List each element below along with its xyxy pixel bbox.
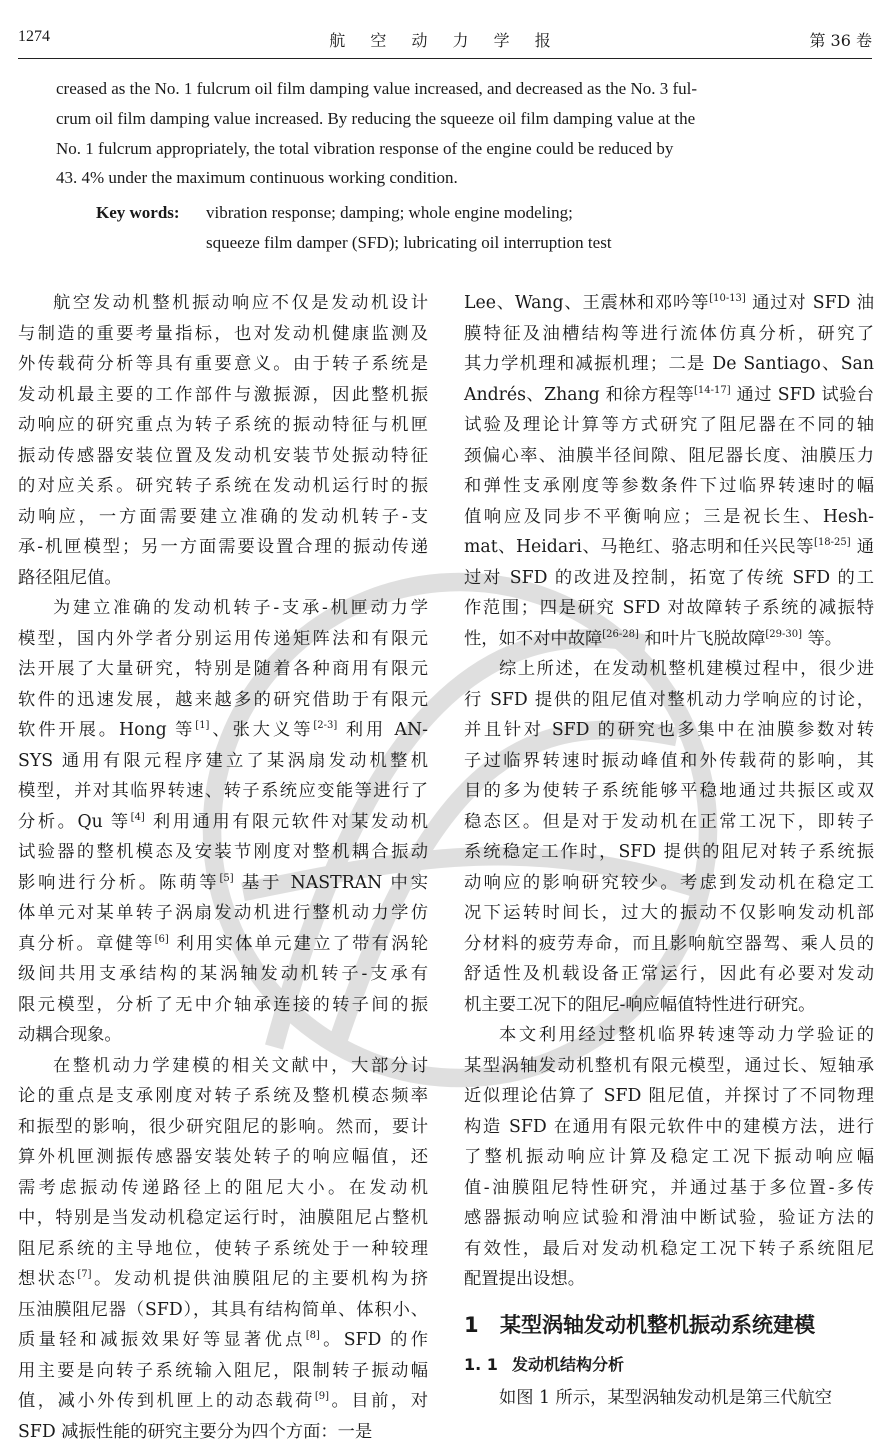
body-line: 作范围；四是研究 SFD 对故障转子系统的减振特 — [464, 593, 874, 624]
body-line: Andrés、Zhang 和徐方程等[14-17] 通过 SFD 试验台 — [464, 380, 874, 411]
body-line: 综上所述，在发动机整机建模过程中，很少进 — [464, 654, 874, 685]
body-line: 动响应的影响研究较少。考虑到发动机在稳定工 — [464, 868, 874, 899]
body-line: SFD 减振性能的研究主要分为四个方面：一是 — [18, 1417, 428, 1447]
subsection-number: 1. 1 — [464, 1347, 512, 1383]
page-number: 1274 — [18, 28, 50, 46]
body-line: 真分析。章健等[6] 利用实体单元建立了带有涡轮 — [18, 929, 428, 960]
body-line: 路径阻尼值。 — [18, 563, 428, 594]
body-line: 发动机最主要的工作部件与激振源，因此整机振 — [18, 380, 428, 411]
subsection-title: 发动机结构分析 — [512, 1355, 624, 1374]
body-line: 的对应关系。研究转子系统在发动机运行时的振 — [18, 471, 428, 502]
header-rule — [18, 58, 872, 59]
body-line: 需考虑振动传递路径上的阻尼大小。在发动机 — [18, 1173, 428, 1204]
keywords-line: vibration response; damping; whole engine modeling; — [206, 203, 573, 223]
body-line: 行 SFD 提供的阻尼值对整机动力学响应的讨论， — [464, 685, 874, 716]
section-title: 某型涡轴发动机整机振动系统建模 — [500, 1313, 815, 1337]
body-line: 并且针对 SFD 的研究也多集中在油膜参数对转 — [464, 715, 874, 746]
body-line: Lee、Wang、王震林和邓吟等[10-13] 通过对 SFD 油 — [464, 288, 874, 319]
body-line: 法开展了大量研究，特别是随着各种商用有限元 — [18, 654, 428, 685]
body-line: 动响应的研究重点为转子系统的振动特征与机匣 — [18, 410, 428, 441]
body-line: 子过临界转速时振动峰值和外传载荷的影响，其 — [464, 746, 874, 777]
body-line: 机主要工况下的阻尼-响应幅值特性进行研究。 — [464, 990, 874, 1021]
left-column — [18, 288, 428, 1447]
body-line: 为建立准确的发动机转子-支承-机匣动力学 — [18, 593, 428, 624]
body-line: 况下运转时间长，过大的振动不仅影响发动机部 — [464, 898, 874, 929]
body-line: 颈偏心率、油膜半径间隙、阻尼器长度、油膜压力 — [464, 441, 874, 472]
subsection-heading — [464, 1347, 874, 1383]
body-line: 有效性，最后对发动机稳定工况下转子系统阻尼 — [464, 1234, 874, 1265]
body-line: 感器振动响应试验和滑油中断试验，验证方法的 — [464, 1203, 874, 1234]
body-line: 值响应及同步不平衡响应；三是祝长生、Hesh- — [464, 502, 874, 533]
body-line: 模型，并对其临界转速、转子系统应变能等进行了 — [18, 776, 428, 807]
body-line: 用主要是向转子系统输入阻尼，限制转子振动幅 — [18, 1356, 428, 1387]
body-line: mat、Heidari、马艳红、骆志明和任兴民等[18-25] 通 — [464, 532, 874, 563]
body-line: 算外机匣测振传感器安装处转子的响应幅值，还 — [18, 1142, 428, 1173]
body-line: 动耦合现象。 — [18, 1020, 428, 1051]
journal-title: 航 空 动 力 学 报 — [18, 28, 872, 51]
right-column — [464, 288, 874, 1413]
body-line: 了整机振动响应计算及稳定工况下振动响应幅 — [464, 1142, 874, 1173]
body-line: 影响进行分析。陈萌等[5] 基于 NASTRAN 中实 — [18, 868, 428, 899]
body-line: 模型，国内外学者分别运用传递矩阵法和有限元 — [18, 624, 428, 655]
keywords-line: squeeze film damper (SFD); lubricating oil interruption test — [206, 233, 612, 253]
body-line: 舒适性及机载设备正常运行，因此有必要对发动 — [464, 959, 874, 990]
body-line: 压油膜阻尼器（SFD），其具有结构简单、体积小、 — [18, 1295, 428, 1326]
body-line: 系统稳定工作时，SFD 提供的阻尼对转子系统振 — [464, 837, 874, 868]
body-line: 分材料的疲劳寿命，而且影响航空器驾、乘人员的 — [464, 929, 874, 960]
body-line: 振动传感器安装位置及发动机安装节处振动特征 — [18, 441, 428, 472]
body-line: 分析。Qu 等[4] 利用通用有限元软件对某发动机 — [18, 807, 428, 838]
body-line: 构造 SFD 在通用有限元软件中的建模方法，进行 — [464, 1112, 874, 1143]
body-line: 配置提出设想。 — [464, 1264, 874, 1295]
body-line: 质量轻和减振效果好等显著优点[8]。SFD 的作 — [18, 1325, 428, 1356]
body-line: 值，减小外传到机匣上的动态载荷[9]。目前，对 — [18, 1386, 428, 1417]
body-line: 想状态[7]。发动机提供油膜阻尼的主要机构为挤 — [18, 1264, 428, 1295]
body-line: 中，特别是当发动机稳定运行时，油膜阻尼占整机 — [18, 1203, 428, 1234]
body-line: 其力学机理和减振机理；二是 De Santiago、San — [464, 349, 874, 380]
body-line: 膜特征及油槽结构等进行流体仿真分析，研究了 — [464, 319, 874, 350]
body-line: 论的重点是支承刚度对转子系统及整机模态频率 — [18, 1081, 428, 1112]
abstract-line: No. 1 fulcrum appropriately, the total vibration response of the engine could be reduced by — [56, 134, 836, 164]
body-line: 稳态区。但是对于发动机在正常工况下，即转子 — [464, 807, 874, 838]
body-line: 某型涡轴发动机整机有限元模型，通过长、短轴承 — [464, 1051, 874, 1082]
body-line: 在整机动力学建模的相关文献中，大部分讨 — [18, 1051, 428, 1082]
body-line: 过对 SFD 的改进及控制，拓宽了传统 SFD 的工 — [464, 563, 874, 594]
abstract-continued — [56, 74, 836, 193]
body-line: 与制造的重要考量指标，也对发动机健康监测及 — [18, 319, 428, 350]
body-line: 如图 1 所示，某型涡轴发动机是第三代航空 — [464, 1383, 874, 1414]
body-line: 级间共用支承结构的某涡轴发动机转子-支承有 — [18, 959, 428, 990]
body-line: 体单元对某单转子涡扇发动机进行整机动力学仿 — [18, 898, 428, 929]
body-line: 试验及理论计算等方式研究了阻尼器在不同的轴 — [464, 410, 874, 441]
body-line: 值-油膜阻尼特性研究，并通过基于多位置-多传 — [464, 1173, 874, 1204]
body-line: 限元模型，分析了无中介轴承连接的转子间的振 — [18, 990, 428, 1021]
body-line: 性，如不对中故障[26-28] 和叶片飞脱故障[29-30] 等。 — [464, 624, 874, 655]
abstract-line: creased as the No. 1 fulcrum oil film damping value increased, and decreased as the No. 3 ful- — [56, 74, 836, 104]
section-number: 1 — [464, 1303, 500, 1347]
body-line: 目的多为使转子系统能够平稳地通过共振区或双 — [464, 776, 874, 807]
body-line: 和弹性支承刚度等参数条件下过临界转速时的幅 — [464, 471, 874, 502]
body-line: 软件的迅速发展，越来越多的研究借助于有限元 — [18, 685, 428, 716]
abstract-line: crum oil film damping value increased. By reducing the squeeze oil film damping value at the — [56, 104, 836, 134]
keywords-label: Key words: — [96, 203, 180, 223]
section-heading — [464, 1303, 874, 1347]
body-line: 动响应，一方面需要建立准确的发动机转子-支 — [18, 502, 428, 533]
body-line: 阻尼系统的主导地位，使转子系统处于一种较理 — [18, 1234, 428, 1265]
volume-number: 第 36 卷 — [809, 28, 872, 51]
abstract-line: 43. 4% under the maximum continuous working condition. — [56, 163, 836, 193]
body-line: 本文利用经过整机临界转速等动力学验证的 — [464, 1020, 874, 1051]
body-line: 软件开展。Hong 等[1]、张大义等[2-3] 利用 AN- — [18, 715, 428, 746]
body-line: 试验器的整机模态及安装节刚度对整机耦合振动 — [18, 837, 428, 868]
body-line: 承-机匣模型；另一方面需要设置合理的振动传递 — [18, 532, 428, 563]
body-line: 外传载荷分析等具有重要意义。由于转子系统是 — [18, 349, 428, 380]
body-line: 近似理论估算了 SFD 阻尼值，并探讨了不同物理 — [464, 1081, 874, 1112]
body-line: 和振型的影响，很少研究阻尼的影响。然而，要计 — [18, 1112, 428, 1143]
body-line: SYS 通用有限元程序建立了某涡扇发动机整机 — [18, 746, 428, 777]
body-line: 航空发动机整机振动响应不仅是发动机设计 — [18, 288, 428, 319]
